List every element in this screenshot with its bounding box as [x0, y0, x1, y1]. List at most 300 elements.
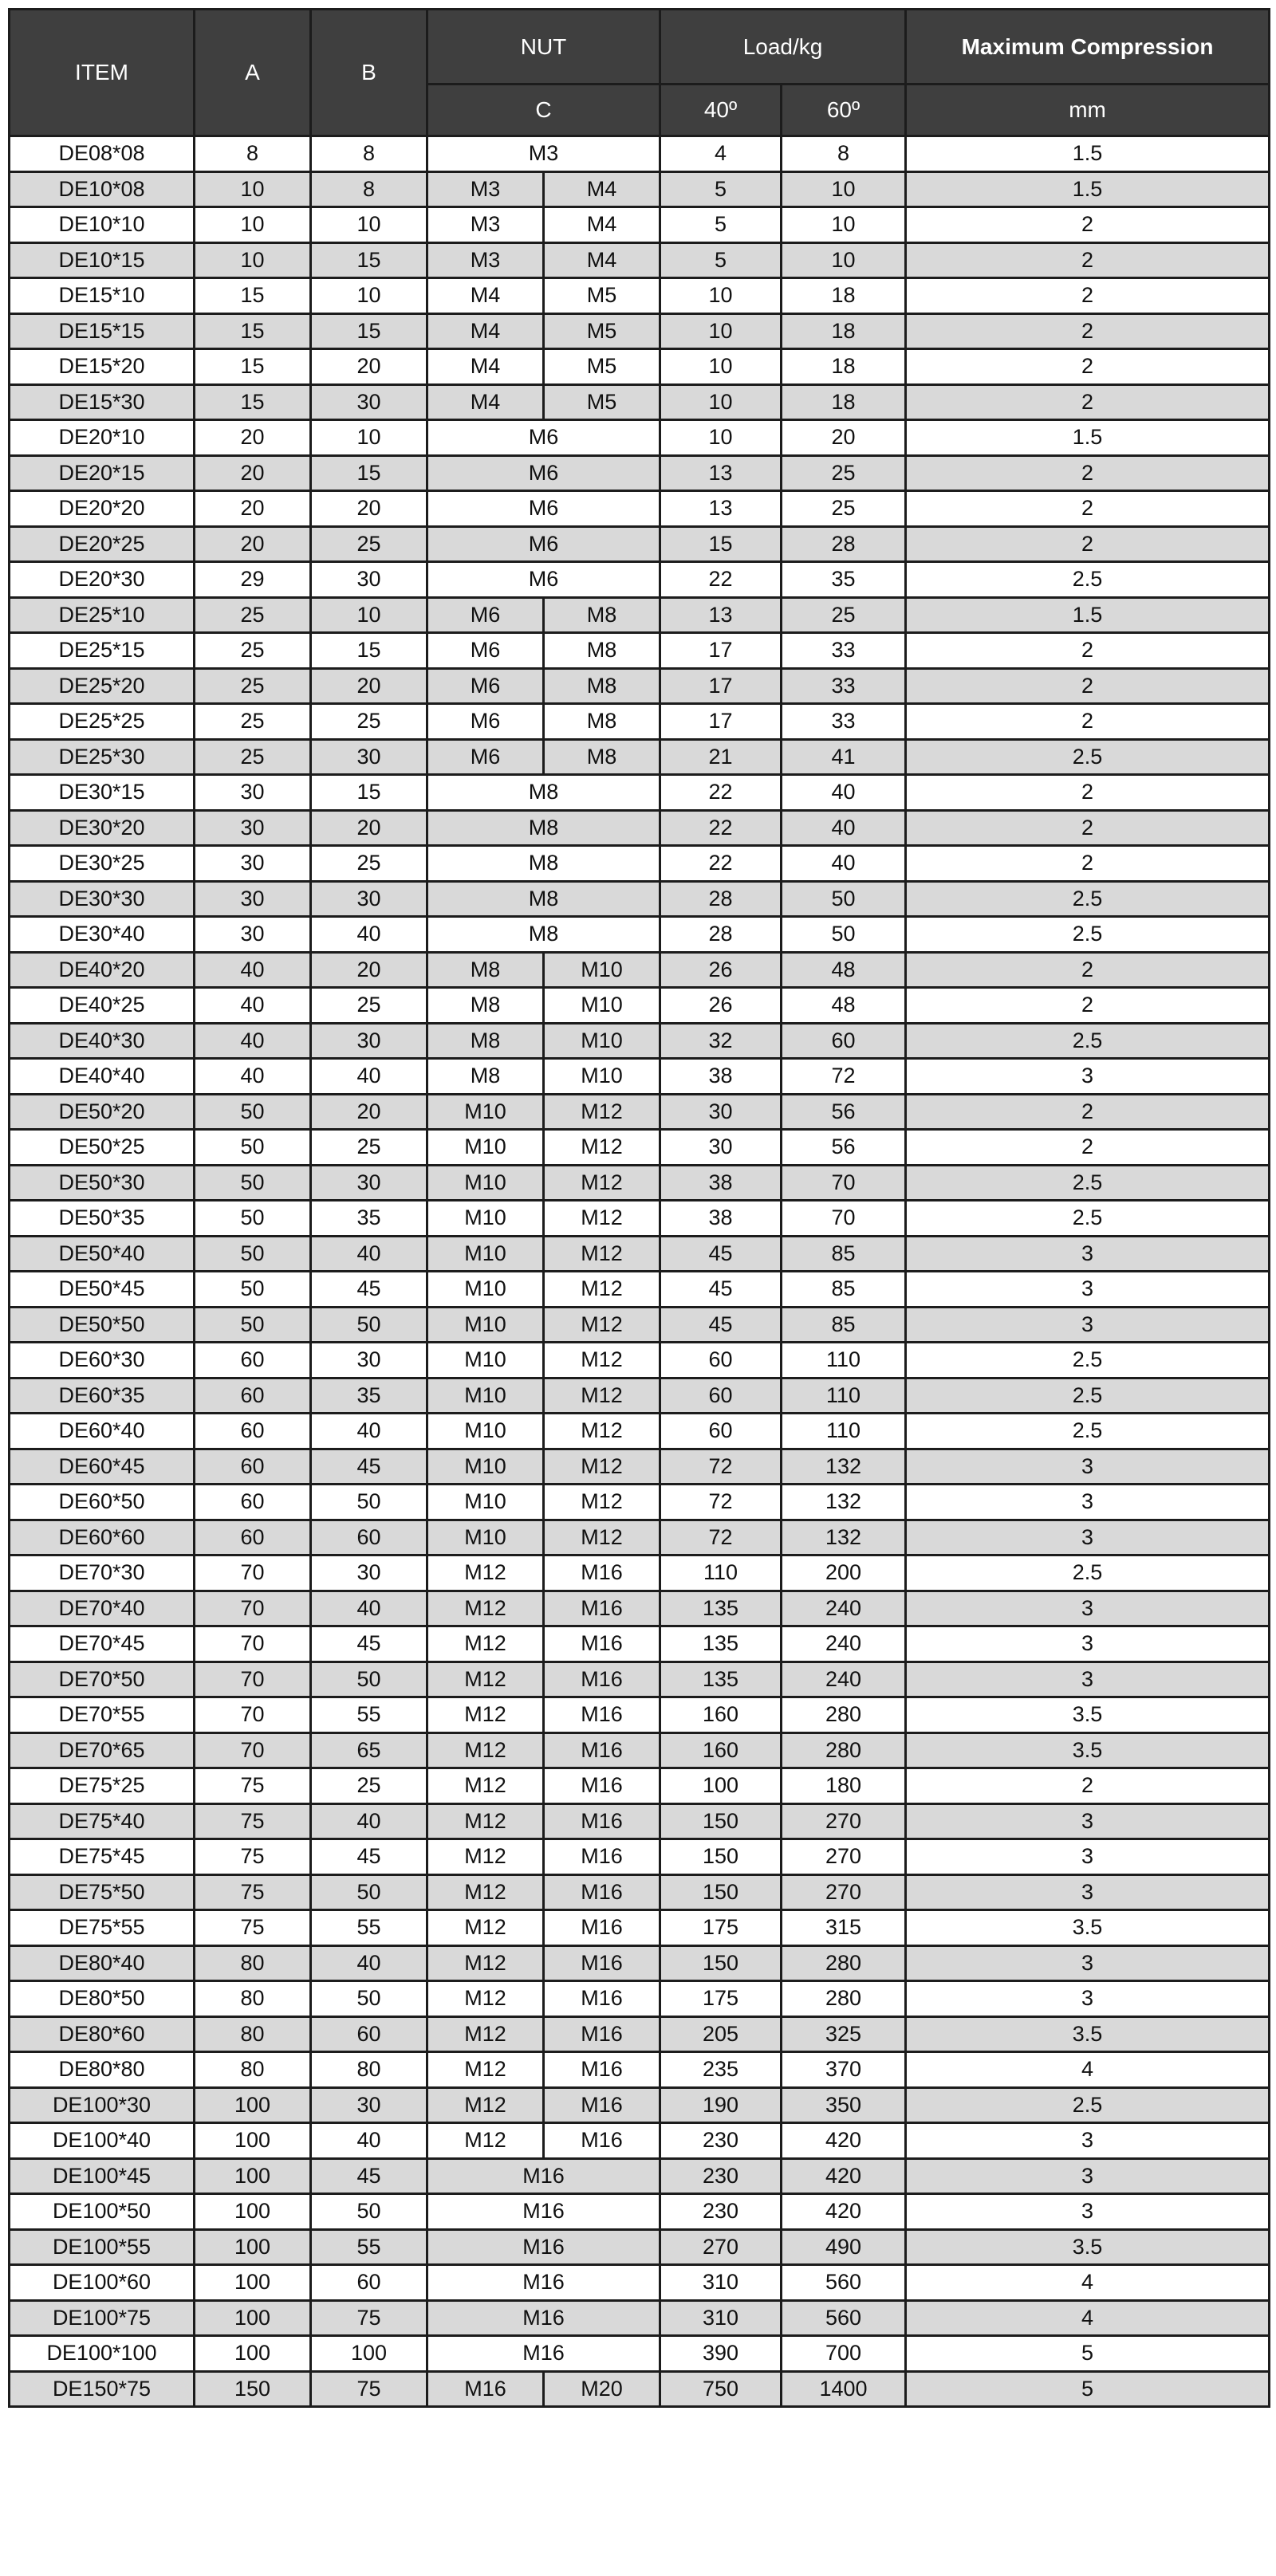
a-cell: 75 [195, 1910, 311, 1946]
load-40-cell: 45 [660, 1307, 782, 1343]
load-60-cell: 1400 [782, 2371, 906, 2407]
nut-cell-right: M4 [544, 171, 660, 207]
load-40-cell: 135 [660, 1662, 782, 1697]
table-row [10, 988, 1270, 1024]
max-compression-cell: 5 [906, 2371, 1270, 2407]
nut-cell-right: M8 [544, 597, 660, 633]
load-60-cell: 240 [782, 1591, 906, 1626]
nut-cell-right: M8 [544, 704, 660, 740]
a-cell: 40 [195, 1023, 311, 1059]
a-cell: 50 [195, 1094, 311, 1130]
table-row [10, 349, 1270, 385]
load-40-cell: 390 [660, 2336, 782, 2372]
load-60-cell: 33 [782, 633, 906, 669]
nut-cell-right: M4 [544, 242, 660, 278]
nut-cell-right: M16 [544, 1768, 660, 1804]
max-compression-cell: 3 [906, 1945, 1270, 1981]
table-row [10, 313, 1270, 349]
max-compression-cell: 2 [906, 668, 1270, 704]
spec-table-container [8, 8, 1268, 2408]
nut-cell-right: M8 [544, 633, 660, 669]
load-60-cell: 420 [782, 2123, 906, 2159]
a-cell: 30 [195, 846, 311, 882]
nut-cell-right: M5 [544, 384, 660, 420]
b-cell: 10 [311, 207, 427, 243]
table-row [10, 952, 1270, 988]
b-cell: 55 [311, 1910, 427, 1946]
load-60-cell: 280 [782, 1945, 906, 1981]
a-cell: 15 [195, 313, 311, 349]
nut-cell: M6 [427, 455, 660, 491]
nut-cell-right: M16 [544, 1591, 660, 1626]
b-cell: 15 [311, 455, 427, 491]
load-40-cell: 10 [660, 420, 782, 456]
load-60-cell: 560 [782, 2265, 906, 2301]
b-cell: 75 [311, 2371, 427, 2407]
load-40-cell: 150 [660, 1803, 782, 1839]
nut-cell: M16 [427, 2194, 660, 2230]
item-cell: DE100*75 [10, 2300, 195, 2336]
load-40-cell: 270 [660, 2229, 782, 2265]
table-row [10, 1414, 1270, 1449]
load-40-cell: 22 [660, 810, 782, 846]
nut-cell-left: M3 [427, 207, 544, 243]
table-row [10, 1732, 1270, 1768]
table-row [10, 1343, 1270, 1378]
table-row [10, 1839, 1270, 1875]
a-cell: 40 [195, 952, 311, 988]
item-cell: DE75*45 [10, 1839, 195, 1875]
table-row [10, 207, 1270, 243]
a-cell: 50 [195, 1165, 311, 1201]
b-cell: 40 [311, 1945, 427, 1981]
a-cell: 60 [195, 1343, 311, 1378]
nut-cell-left: M8 [427, 952, 544, 988]
load-60-cell: 48 [782, 988, 906, 1024]
item-cell: DE15*20 [10, 349, 195, 385]
b-cell: 8 [311, 171, 427, 207]
a-cell: 10 [195, 242, 311, 278]
nut-cell: M6 [427, 562, 660, 598]
b-cell: 55 [311, 1697, 427, 1733]
load-40-cell: 230 [660, 2158, 782, 2194]
a-cell: 50 [195, 1236, 311, 1272]
a-cell: 40 [195, 1059, 311, 1095]
nut-cell-right: M16 [544, 1910, 660, 1946]
max-compression-cell: 2.5 [906, 1414, 1270, 1449]
nut-cell-right: M16 [544, 1662, 660, 1697]
a-cell: 100 [195, 2336, 311, 2372]
load-60-cell: 40 [782, 775, 906, 811]
b-cell: 25 [311, 846, 427, 882]
load-60-cell: 25 [782, 597, 906, 633]
b-cell: 15 [311, 242, 427, 278]
b-cell: 40 [311, 1591, 427, 1626]
nut-cell-left: M12 [427, 1981, 544, 2017]
nut-cell-left: M10 [427, 1414, 544, 1449]
table-row [10, 1910, 1270, 1946]
nut-cell-right: M16 [544, 1839, 660, 1875]
b-cell: 25 [311, 1130, 427, 1166]
item-cell: DE60*30 [10, 1343, 195, 1378]
load-60-cell: 48 [782, 952, 906, 988]
load-40-cell: 13 [660, 455, 782, 491]
nut-cell-left: M4 [427, 278, 544, 314]
load-60-cell: 40 [782, 810, 906, 846]
b-cell: 60 [311, 2016, 427, 2052]
load-40-cell: 30 [660, 1094, 782, 1130]
item-cell: DE30*20 [10, 810, 195, 846]
table-row [10, 1378, 1270, 1414]
max-compression-cell: 1.5 [906, 597, 1270, 633]
a-cell: 29 [195, 562, 311, 598]
table-row [10, 420, 1270, 456]
header-b: B [311, 10, 427, 136]
load-40-cell: 100 [660, 1768, 782, 1804]
nut-cell-left: M12 [427, 1945, 544, 1981]
nut-cell-left: M16 [427, 2371, 544, 2407]
b-cell: 30 [311, 2087, 427, 2123]
load-40-cell: 60 [660, 1343, 782, 1378]
a-cell: 70 [195, 1591, 311, 1626]
load-40-cell: 135 [660, 1591, 782, 1626]
nut-cell-right: M8 [544, 668, 660, 704]
max-compression-cell: 2.5 [906, 1555, 1270, 1591]
load-60-cell: 315 [782, 1910, 906, 1946]
max-compression-cell: 4 [906, 2052, 1270, 2088]
b-cell: 30 [311, 1165, 427, 1201]
nut-cell: M3 [427, 136, 660, 172]
table-row [10, 1697, 1270, 1733]
nut-cell-right: M8 [544, 739, 660, 775]
a-cell: 50 [195, 1201, 311, 1237]
item-cell: DE100*50 [10, 2194, 195, 2230]
b-cell: 50 [311, 1662, 427, 1697]
nut-cell: M8 [427, 775, 660, 811]
nut-cell-right: M16 [544, 1555, 660, 1591]
item-cell: DE100*40 [10, 2123, 195, 2159]
load-60-cell: 420 [782, 2194, 906, 2230]
load-60-cell: 70 [782, 1165, 906, 1201]
nut-cell-left: M8 [427, 1023, 544, 1059]
b-cell: 8 [311, 136, 427, 172]
item-cell: DE20*30 [10, 562, 195, 598]
load-60-cell: 10 [782, 242, 906, 278]
item-cell: DE100*100 [10, 2336, 195, 2372]
nut-cell-right: M5 [544, 349, 660, 385]
a-cell: 20 [195, 526, 311, 562]
b-cell: 25 [311, 1768, 427, 1804]
nut-cell-right: M16 [544, 1945, 660, 1981]
max-compression-cell: 3 [906, 2194, 1270, 2230]
item-cell: DE20*25 [10, 526, 195, 562]
table-row [10, 810, 1270, 846]
max-compression-cell: 3 [906, 2158, 1270, 2194]
item-cell: DE25*15 [10, 633, 195, 669]
max-compression-cell: 2 [906, 810, 1270, 846]
b-cell: 15 [311, 775, 427, 811]
item-cell: DE70*45 [10, 1626, 195, 1662]
max-compression-cell: 3 [906, 1591, 1270, 1626]
nut-cell-left: M10 [427, 1201, 544, 1237]
b-cell: 20 [311, 491, 427, 527]
item-cell: DE25*25 [10, 704, 195, 740]
load-60-cell: 240 [782, 1626, 906, 1662]
table-row [10, 1520, 1270, 1555]
max-compression-cell: 2 [906, 1094, 1270, 1130]
load-60-cell: 110 [782, 1414, 906, 1449]
nut-cell-right: M4 [544, 207, 660, 243]
table-row [10, 846, 1270, 882]
item-cell: DE60*35 [10, 1378, 195, 1414]
item-cell: DE100*60 [10, 2265, 195, 2301]
load-40-cell: 21 [660, 739, 782, 775]
nut-cell-right: M12 [544, 1272, 660, 1308]
b-cell: 20 [311, 668, 427, 704]
a-cell: 25 [195, 597, 311, 633]
load-40-cell: 235 [660, 2052, 782, 2088]
max-compression-cell: 2 [906, 313, 1270, 349]
table-row [10, 2300, 1270, 2336]
a-cell: 60 [195, 1449, 311, 1485]
table-row [10, 384, 1270, 420]
a-cell: 15 [195, 384, 311, 420]
load-60-cell: 325 [782, 2016, 906, 2052]
load-40-cell: 38 [660, 1201, 782, 1237]
load-60-cell: 25 [782, 491, 906, 527]
b-cell: 35 [311, 1378, 427, 1414]
load-60-cell: 85 [782, 1307, 906, 1343]
load-40-cell: 30 [660, 1130, 782, 1166]
load-60-cell: 10 [782, 171, 906, 207]
table-row [10, 2016, 1270, 2052]
table-row [10, 1981, 1270, 2017]
load-40-cell: 150 [660, 1839, 782, 1875]
max-compression-cell: 3.5 [906, 1697, 1270, 1733]
load-40-cell: 5 [660, 171, 782, 207]
max-compression-cell: 2.5 [906, 1343, 1270, 1378]
nut-cell: M16 [427, 2300, 660, 2336]
header-item: ITEM [10, 10, 195, 136]
b-cell: 25 [311, 526, 427, 562]
table-row [10, 1272, 1270, 1308]
load-40-cell: 13 [660, 491, 782, 527]
load-40-cell: 10 [660, 313, 782, 349]
a-cell: 70 [195, 1555, 311, 1591]
table-row [10, 491, 1270, 527]
item-cell: DE75*40 [10, 1803, 195, 1839]
nut-cell-right: M12 [544, 1414, 660, 1449]
nut-cell: M8 [427, 881, 660, 917]
max-compression-cell: 3 [906, 1520, 1270, 1555]
load-40-cell: 32 [660, 1023, 782, 1059]
table-row [10, 1662, 1270, 1697]
a-cell: 30 [195, 881, 311, 917]
nut-cell-left: M12 [427, 1626, 544, 1662]
nut-cell-left: M10 [427, 1485, 544, 1520]
nut-cell-left: M12 [427, 1555, 544, 1591]
table-row [10, 1803, 1270, 1839]
item-cell: DE25*20 [10, 668, 195, 704]
load-40-cell: 22 [660, 846, 782, 882]
nut-cell-left: M10 [427, 1520, 544, 1555]
item-cell: DE40*20 [10, 952, 195, 988]
a-cell: 8 [195, 136, 311, 172]
header-a: A [195, 10, 311, 136]
nut-cell-left: M6 [427, 704, 544, 740]
b-cell: 80 [311, 2052, 427, 2088]
table-row [10, 597, 1270, 633]
b-cell: 10 [311, 597, 427, 633]
a-cell: 30 [195, 775, 311, 811]
load-40-cell: 38 [660, 1059, 782, 1095]
load-40-cell: 230 [660, 2123, 782, 2159]
a-cell: 20 [195, 455, 311, 491]
header-40deg: 40º [660, 85, 782, 136]
load-40-cell: 15 [660, 526, 782, 562]
header-nut: NUT [427, 10, 660, 85]
table-row [10, 917, 1270, 953]
max-compression-cell: 2.5 [906, 917, 1270, 953]
load-60-cell: 280 [782, 1697, 906, 1733]
b-cell: 30 [311, 562, 427, 598]
table-row [10, 1591, 1270, 1626]
max-compression-cell: 1.5 [906, 171, 1270, 207]
nut-cell-left: M4 [427, 384, 544, 420]
load-60-cell: 490 [782, 2229, 906, 2265]
item-cell: DE75*50 [10, 1874, 195, 1910]
max-compression-cell: 3 [906, 1803, 1270, 1839]
item-cell: DE30*30 [10, 881, 195, 917]
b-cell: 30 [311, 881, 427, 917]
max-compression-cell: 2 [906, 1768, 1270, 1804]
nut-cell-left: M12 [427, 1697, 544, 1733]
a-cell: 25 [195, 704, 311, 740]
a-cell: 100 [195, 2158, 311, 2194]
nut-cell-left: M12 [427, 1874, 544, 1910]
table-row [10, 2371, 1270, 2407]
load-40-cell: 26 [660, 988, 782, 1024]
max-compression-cell: 2.5 [906, 1023, 1270, 1059]
load-60-cell: 41 [782, 739, 906, 775]
load-40-cell: 72 [660, 1520, 782, 1555]
a-cell: 20 [195, 491, 311, 527]
table-row [10, 2158, 1270, 2194]
nut-cell: M8 [427, 846, 660, 882]
nut-cell: M6 [427, 420, 660, 456]
item-cell: DE100*45 [10, 2158, 195, 2194]
item-cell: DE30*25 [10, 846, 195, 882]
nut-cell-right: M10 [544, 952, 660, 988]
nut-cell-right: M10 [544, 1023, 660, 1059]
a-cell: 60 [195, 1520, 311, 1555]
table-row [10, 171, 1270, 207]
nut-cell-left: M12 [427, 2087, 544, 2123]
max-compression-cell: 2 [906, 633, 1270, 669]
b-cell: 75 [311, 2300, 427, 2336]
a-cell: 100 [195, 2265, 311, 2301]
a-cell: 75 [195, 1874, 311, 1910]
table-row [10, 455, 1270, 491]
nut-cell: M6 [427, 491, 660, 527]
max-compression-cell: 2.5 [906, 562, 1270, 598]
a-cell: 70 [195, 1732, 311, 1768]
table-row [10, 1874, 1270, 1910]
load-40-cell: 17 [660, 704, 782, 740]
nut-cell-right: M16 [544, 1732, 660, 1768]
load-40-cell: 5 [660, 242, 782, 278]
nut-cell-right: M16 [544, 1803, 660, 1839]
table-row [10, 242, 1270, 278]
table-row [10, 2265, 1270, 2301]
max-compression-cell: 1.5 [906, 420, 1270, 456]
max-compression-cell: 2.5 [906, 881, 1270, 917]
b-cell: 45 [311, 1449, 427, 1485]
table-row [10, 1485, 1270, 1520]
b-cell: 30 [311, 1023, 427, 1059]
table-row [10, 775, 1270, 811]
b-cell: 10 [311, 278, 427, 314]
a-cell: 70 [195, 1662, 311, 1697]
max-compression-cell: 2 [906, 988, 1270, 1024]
item-cell: DE20*10 [10, 420, 195, 456]
max-compression-cell: 2 [906, 491, 1270, 527]
nut-cell-left: M12 [427, 1591, 544, 1626]
load-40-cell: 72 [660, 1449, 782, 1485]
a-cell: 75 [195, 1768, 311, 1804]
load-40-cell: 38 [660, 1165, 782, 1201]
b-cell: 40 [311, 917, 427, 953]
a-cell: 50 [195, 1307, 311, 1343]
nut-cell-left: M3 [427, 242, 544, 278]
nut-cell: M8 [427, 917, 660, 953]
item-cell: DE10*15 [10, 242, 195, 278]
nut-cell: M16 [427, 2158, 660, 2194]
a-cell: 75 [195, 1803, 311, 1839]
max-compression-cell: 3 [906, 1662, 1270, 1697]
a-cell: 80 [195, 1945, 311, 1981]
load-60-cell: 132 [782, 1449, 906, 1485]
load-60-cell: 50 [782, 917, 906, 953]
item-cell: DE70*50 [10, 1662, 195, 1697]
b-cell: 50 [311, 2194, 427, 2230]
max-compression-cell: 4 [906, 2265, 1270, 2301]
nut-cell-right: M12 [544, 1165, 660, 1201]
nut-cell-right: M16 [544, 2052, 660, 2088]
table-row [10, 633, 1270, 669]
max-compression-cell: 2.5 [906, 1201, 1270, 1237]
nut-cell-left: M10 [427, 1130, 544, 1166]
load-40-cell: 750 [660, 2371, 782, 2407]
load-40-cell: 45 [660, 1236, 782, 1272]
a-cell: 80 [195, 2052, 311, 2088]
load-60-cell: 8 [782, 136, 906, 172]
item-cell: DE100*55 [10, 2229, 195, 2265]
load-40-cell: 230 [660, 2194, 782, 2230]
b-cell: 40 [311, 1414, 427, 1449]
nut-cell-right: M16 [544, 1697, 660, 1733]
item-cell: DE50*20 [10, 1094, 195, 1130]
load-60-cell: 270 [782, 1874, 906, 1910]
item-cell: DE25*30 [10, 739, 195, 775]
a-cell: 100 [195, 2087, 311, 2123]
max-compression-cell: 2 [906, 846, 1270, 882]
nut-cell-left: M6 [427, 633, 544, 669]
load-40-cell: 45 [660, 1272, 782, 1308]
b-cell: 100 [311, 2336, 427, 2372]
b-cell: 40 [311, 1059, 427, 1095]
a-cell: 10 [195, 207, 311, 243]
